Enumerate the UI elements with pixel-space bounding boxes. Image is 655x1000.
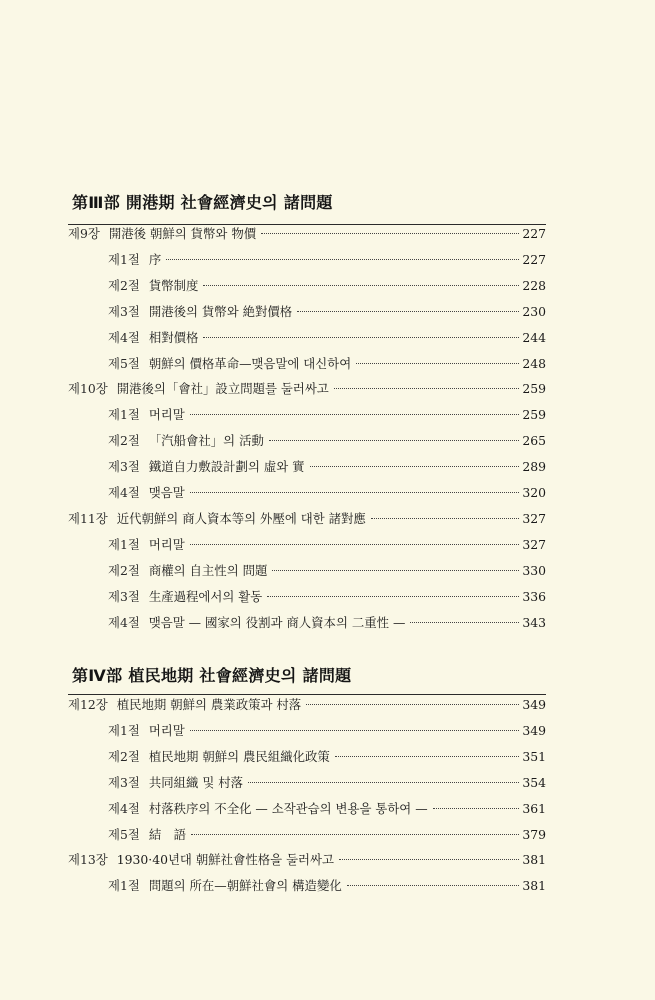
dot-leader xyxy=(433,808,520,809)
entry-title: 開港後의 貨幣와 絶對價格 xyxy=(148,303,293,319)
dot-leader xyxy=(371,518,520,519)
entry-number: 제1절 xyxy=(108,536,140,552)
entry-number: 제3절 xyxy=(108,588,140,604)
toc-section-entry[interactable] xyxy=(108,559,546,583)
toc-section-entry[interactable] xyxy=(108,585,546,609)
entry-number: 제1절 xyxy=(108,878,140,894)
entry-title: 結 語 xyxy=(148,826,186,842)
page-number: 259 xyxy=(522,381,546,397)
page-number: 354 xyxy=(522,774,546,790)
page-number: 227 xyxy=(522,251,546,267)
dot-leader xyxy=(310,466,520,467)
toc-section-entry[interactable] xyxy=(108,326,546,350)
entry-title: 鐵道自力敷設計劃의 虛와 實 xyxy=(148,459,305,475)
entry-title: 近代朝鮮의 商人資本等의 外壓에 대한 諸對應 xyxy=(116,510,366,526)
toc-section-entry[interactable] xyxy=(108,274,546,298)
part-title: 第Ⅳ部 植民地期 社會經濟史의 諸問題 xyxy=(72,666,352,685)
entry-title: 植民地期 朝鮮의 農民組織化政策 xyxy=(148,748,330,764)
entry-title: 開港後 朝鮮의 貨幣와 物價 xyxy=(108,226,257,241)
entry-number: 제5절 xyxy=(108,355,140,371)
page-number: 327 xyxy=(522,536,546,552)
dot-leader xyxy=(269,440,519,441)
toc-section-entry[interactable] xyxy=(108,823,546,847)
page-number: 349 xyxy=(522,722,546,738)
entry-number: 제2절 xyxy=(108,433,140,449)
toc-chapter-entry[interactable] xyxy=(68,693,546,717)
entry-number: 제11장 xyxy=(68,510,108,526)
dot-leader xyxy=(356,363,519,364)
page-number: 228 xyxy=(522,277,546,293)
toc-chapter-entry[interactable] xyxy=(68,848,546,872)
entry-number: 제2절 xyxy=(108,748,140,764)
entry-number: 제1절 xyxy=(108,407,140,423)
toc-section-entry[interactable] xyxy=(108,533,546,557)
entry-title: 貨幣制度 xyxy=(148,277,199,293)
entry-number: 제3절 xyxy=(108,459,140,475)
page-number: 381 xyxy=(522,852,546,868)
entry-number: 제3절 xyxy=(108,303,140,319)
dot-leader xyxy=(190,414,520,415)
toc-section-entry[interactable] xyxy=(108,745,546,769)
dot-leader xyxy=(248,782,519,783)
page-number: 227 xyxy=(522,226,546,241)
entry-title: 開港後의「會社」設立問題를 둘러싸고 xyxy=(116,381,329,397)
entry-number: 제4절 xyxy=(108,329,140,345)
page-number: 336 xyxy=(522,588,546,604)
entry-number: 제5절 xyxy=(108,826,140,842)
dot-leader xyxy=(190,730,520,731)
page-number: 289 xyxy=(522,459,546,475)
page-number: 230 xyxy=(522,303,546,319)
page-number: 351 xyxy=(522,748,546,764)
entry-title: 問題의 所在—朝鮮社會의 構造變化 xyxy=(148,878,342,894)
page-number: 349 xyxy=(522,697,546,712)
toc-section-entry[interactable] xyxy=(108,352,546,376)
dot-leader xyxy=(190,544,520,545)
entry-number: 제3절 xyxy=(108,774,140,790)
dot-leader xyxy=(339,859,519,860)
entry-title: 맺음말 — 國家의 役割과 商人資本의 二重性 — xyxy=(148,614,406,630)
toc-chapter-entry[interactable] xyxy=(68,377,546,401)
entry-title: 朝鮮의 價格革命—맺음말에 대신하여 xyxy=(148,355,352,371)
toc-section-entry[interactable] xyxy=(108,455,546,479)
entry-title: 머리말 xyxy=(148,536,185,552)
toc-chapter-entry[interactable] xyxy=(68,507,546,531)
page-number: 248 xyxy=(522,355,546,371)
toc-section-entry[interactable] xyxy=(108,481,546,505)
entry-number: 제1절 xyxy=(108,722,140,738)
entry-number: 제2절 xyxy=(108,277,140,293)
page-number: 330 xyxy=(522,562,546,578)
toc-section-entry[interactable] xyxy=(108,429,546,453)
entry-title: 머리말 xyxy=(148,407,185,423)
entry-title: 序 xyxy=(148,251,162,267)
dot-leader xyxy=(410,622,519,623)
toc-section-entry[interactable] xyxy=(108,300,546,324)
dot-leader xyxy=(335,756,520,757)
entry-number: 제2절 xyxy=(108,562,140,578)
page-number: 320 xyxy=(522,485,546,500)
entry-number: 제10장 xyxy=(68,381,108,397)
entry-title: 머리말 xyxy=(148,722,185,738)
entry-title: 共同組織 및 村落 xyxy=(148,774,244,790)
dot-leader xyxy=(272,570,519,571)
dot-leader xyxy=(347,885,520,886)
page-number: 361 xyxy=(522,800,546,816)
toc-section-entry[interactable] xyxy=(108,403,546,427)
dot-leader xyxy=(166,259,519,260)
page-number: 343 xyxy=(522,614,546,630)
entry-title: 「汽船會社」의 活動 xyxy=(148,433,264,449)
toc-section-entry[interactable] xyxy=(108,248,546,272)
dot-leader xyxy=(191,834,519,835)
page-number: 265 xyxy=(522,433,546,449)
entry-title: 植民地期 朝鮮의 農業政策과 村落 xyxy=(116,697,302,712)
entry-title: 맺음말 xyxy=(148,485,185,500)
page-number: 327 xyxy=(522,510,546,526)
entry-title: 相對價格 xyxy=(148,329,199,345)
dot-leader xyxy=(203,337,519,338)
entry-title: 1930·40년대 朝鮮社會性格을 둘러싸고 xyxy=(116,852,334,868)
part-title: 第Ⅲ部 開港期 社會經濟史의 諸問題 xyxy=(72,193,333,212)
toc-section-entry[interactable] xyxy=(108,771,546,795)
toc-section-entry[interactable] xyxy=(108,611,546,635)
dot-leader xyxy=(267,596,519,597)
page-number: 381 xyxy=(522,878,546,894)
page-number: 379 xyxy=(522,826,546,842)
entry-number: 제4절 xyxy=(108,800,140,816)
page-number: 244 xyxy=(522,329,546,345)
toc-section-entry[interactable] xyxy=(108,797,546,821)
entry-number: 제1절 xyxy=(108,251,140,267)
entry-number: 제4절 xyxy=(108,485,140,500)
dot-leader xyxy=(261,233,519,234)
page-number: 259 xyxy=(522,407,546,423)
dot-leader xyxy=(203,285,519,286)
entry-title: 村落秩序의 不全化 — 소작관습의 변용을 통하여 — xyxy=(148,800,428,816)
toc-section-entry[interactable] xyxy=(108,874,546,898)
dot-leader xyxy=(190,492,520,493)
entry-number: 제12장 xyxy=(68,697,108,712)
entry-title: 商權의 自主性의 問題 xyxy=(148,562,268,578)
entry-title: 生產過程에서의 활동 xyxy=(148,588,263,604)
entry-number: 제13장 xyxy=(68,852,108,868)
toc-chapter-entry[interactable] xyxy=(68,222,546,246)
dot-leader xyxy=(297,311,519,312)
dot-leader xyxy=(306,704,519,705)
entry-number: 제9장 xyxy=(68,226,100,241)
toc-section-entry[interactable] xyxy=(108,719,546,743)
entry-number: 제4절 xyxy=(108,614,140,630)
dot-leader xyxy=(334,388,520,389)
